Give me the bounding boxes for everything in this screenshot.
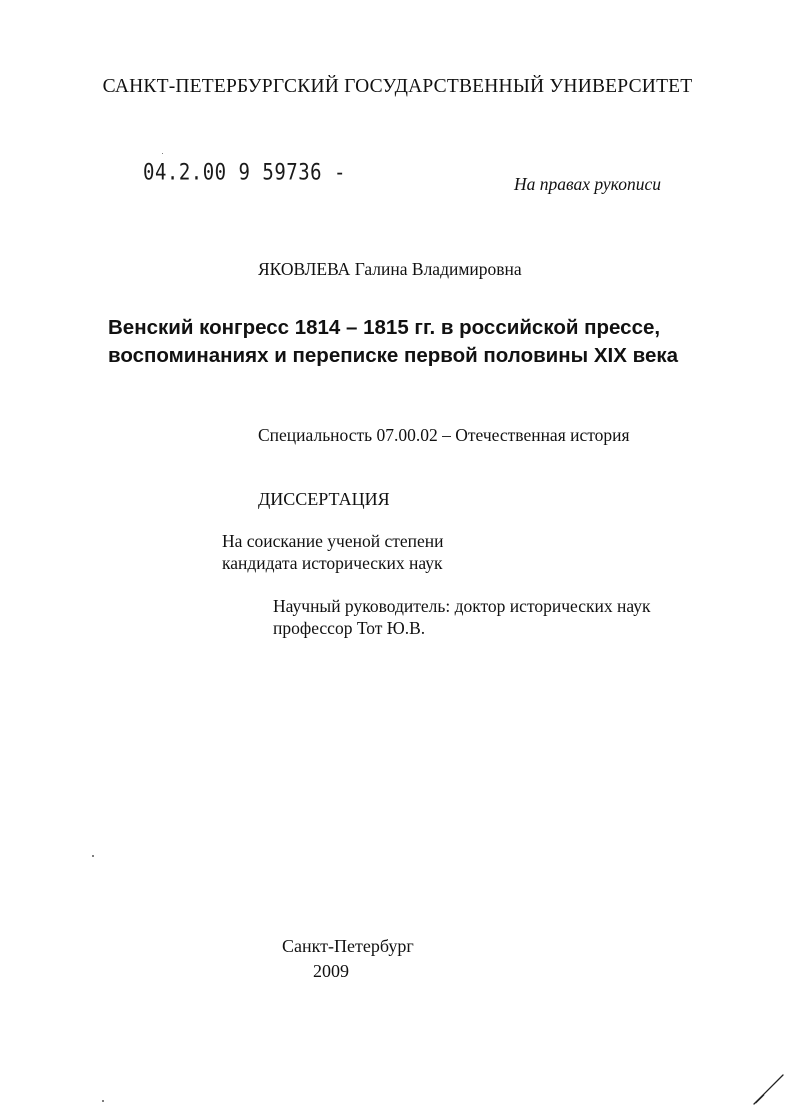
manuscript-rights-note: На правах рукописи [514,174,661,194]
year: 2009 [313,961,349,981]
scan-speck [102,1100,104,1102]
pen-stroke-mark [752,1072,786,1106]
supervisor-line: Научный руководитель: доктор исторических наук [273,596,651,616]
degree-sought [222,530,444,574]
university-name: САНКТ-ПЕТЕРБУРГСКИЙ ГОСУДАРСТВЕННЫЙ УНИВЕРСИТЕТ [102,76,693,97]
title-line: воспоминаниях и переписке первой половины XIX века [108,344,679,367]
degree-line: На соискание ученой степени [222,531,444,551]
scientific-supervisor [273,595,650,639]
dissertation-title [108,314,678,370]
specialty: Специальность 07.00.02 – Отечественная история [258,425,630,445]
degree-line: кандидата исторических наук [222,553,443,573]
scan-speck [162,153,163,154]
supervisor-line: профессор Тот Ю.В. [273,618,426,638]
document-type: ДИССЕРТАЦИЯ [258,489,390,509]
city: Санкт-Петербург [282,936,414,956]
title-line: Венский конгресс 1814 – 1815 гг. в российской прессе, [108,316,661,339]
author-name: ЯКОВЛЕВА Галина Владимировна [258,259,522,279]
archive-stamp-number: 04.2.00 9 59736 - [143,160,346,186]
scan-speck [92,855,94,857]
